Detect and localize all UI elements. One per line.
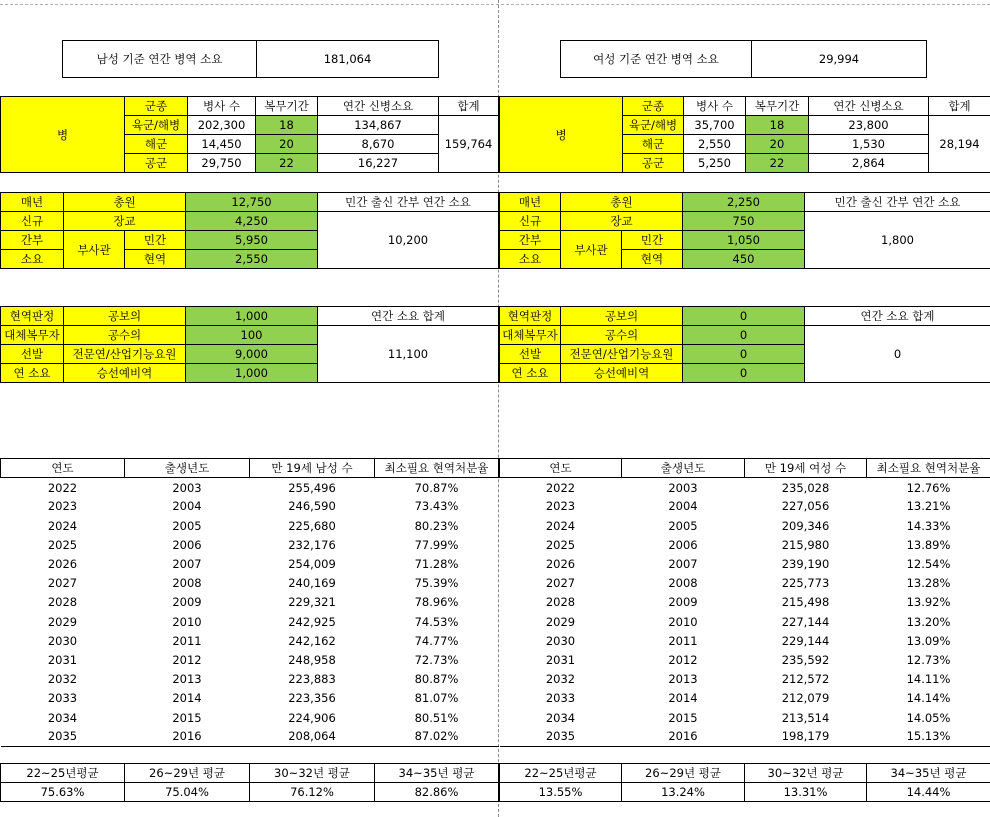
count-cell: 248,958 xyxy=(288,652,336,667)
header-total: 합계 xyxy=(929,97,990,116)
officer-side-label: 신규 xyxy=(500,212,561,231)
male-yearly-table xyxy=(0,458,499,747)
count-cell: 232,176 xyxy=(288,537,336,552)
alt-value: 0 xyxy=(683,307,805,326)
table-row xyxy=(500,535,990,554)
year-cell: 2026 xyxy=(47,557,78,572)
birth-year-cell: 2014 xyxy=(172,691,202,706)
rate-cell: 80.51% xyxy=(414,710,459,725)
header-min-rate: 최소필요 현역처분율 xyxy=(375,459,499,478)
rate-cell: 14.14% xyxy=(906,691,951,706)
birth-year-cell: 2010 xyxy=(668,614,698,629)
branch-name: 해군 xyxy=(623,135,684,154)
alt-category: 전문연/산업기능요원 xyxy=(64,345,186,364)
birth-year-cell: 2012 xyxy=(172,652,202,667)
branch-name: 육군/해병 xyxy=(623,116,684,135)
year-cell: 2029 xyxy=(47,614,78,629)
table-row xyxy=(500,497,990,516)
rate-cell: 13.92% xyxy=(906,595,951,610)
active-label: 현역 xyxy=(622,250,683,269)
officer-side-label: 신규 xyxy=(1,212,64,231)
soldier-total: 159,764 xyxy=(439,116,499,173)
rate-cell: 13.28% xyxy=(906,576,951,591)
officer-total-value: 12,750 xyxy=(186,193,318,212)
officer-side-label: 소요 xyxy=(1,250,64,269)
header-year: 연도 xyxy=(500,459,622,478)
avg-value: 76.12% xyxy=(250,783,375,802)
table-row xyxy=(500,727,990,746)
year-cell: 2024 xyxy=(545,518,576,533)
year-cell: 2032 xyxy=(545,672,576,687)
female-alternative-table xyxy=(499,306,990,383)
officer-label: 장교 xyxy=(64,212,186,231)
header-year: 연도 xyxy=(1,459,125,478)
service-period: 18 xyxy=(256,116,318,135)
avg-header: 26~29년 평균 xyxy=(622,764,745,783)
table-row xyxy=(1,708,499,727)
rate-cell: 87.02% xyxy=(375,727,499,746)
branch-name: 공군 xyxy=(125,154,188,173)
rate-cell: 15.13% xyxy=(867,727,990,746)
count-cell: 224,906 xyxy=(288,710,336,725)
table-row xyxy=(1,670,499,689)
year-cell: 2033 xyxy=(47,691,78,706)
alt-category: 공보의 xyxy=(64,307,186,326)
avg-header: 34~35년 평균 xyxy=(867,764,990,783)
service-period: 18 xyxy=(746,116,809,135)
count-cell: 254,009 xyxy=(288,557,336,572)
alt-category: 공보의 xyxy=(561,307,683,326)
rate-cell: 70.87% xyxy=(414,480,459,495)
year-cell: 2028 xyxy=(545,595,576,610)
alt-side-label: 현역판정 xyxy=(500,307,561,326)
avg-header: 30~32년 평균 xyxy=(250,764,375,783)
year-cell: 2026 xyxy=(545,557,576,572)
active-label: 현역 xyxy=(125,250,186,269)
male-summary-label: 남성 기준 연간 병역 소요 xyxy=(63,41,257,77)
header-service-period: 복무기간 xyxy=(746,97,809,116)
annual-recruits: 8,670 xyxy=(318,135,439,154)
alt-category: 공수의 xyxy=(561,326,683,345)
rate-cell: 71.28% xyxy=(414,557,459,572)
male-officer-table xyxy=(0,192,499,269)
female-yearly-table xyxy=(499,458,990,747)
table-row xyxy=(500,554,990,573)
alt-value: 0 xyxy=(683,345,805,364)
birth-year-cell: 2004 xyxy=(668,499,698,514)
rate-cell: 81.07% xyxy=(414,691,459,706)
avg-value: 75.63% xyxy=(1,783,125,802)
alt-category: 승선예비역 xyxy=(64,364,186,383)
table-row xyxy=(500,631,990,650)
count-cell: 213,514 xyxy=(781,710,830,725)
avg-value: 13.24% xyxy=(622,783,745,802)
count-cell: 215,980 xyxy=(781,537,830,552)
header-annual-recruits: 연간 신병소요 xyxy=(809,97,929,116)
table-row xyxy=(500,650,990,669)
officer-label: 장교 xyxy=(561,212,683,231)
year-cell: 2035 xyxy=(1,727,125,746)
female-officer-table xyxy=(499,192,990,269)
alt-side-label: 대체복무자 xyxy=(500,326,561,345)
count-cell: 246,590 xyxy=(288,499,336,514)
birth-year-cell: 2008 xyxy=(172,576,202,591)
alt-value: 0 xyxy=(683,364,805,383)
active-value: 450 xyxy=(683,250,805,269)
soldier-row-label: 병 xyxy=(1,97,125,173)
soldier-count: 202,300 xyxy=(188,116,256,135)
birth-year-cell: 2003 xyxy=(668,480,698,495)
birth-year-cell: 2014 xyxy=(668,691,698,706)
annual-recruits: 134,867 xyxy=(318,116,439,135)
header-soldier-count: 병사 수 xyxy=(188,97,256,116)
year-cell: 2035 xyxy=(500,727,622,746)
female-averages-table xyxy=(499,763,990,802)
male-soldier-table xyxy=(0,96,499,173)
year-cell: 2025 xyxy=(47,537,78,552)
count-cell: 235,592 xyxy=(781,652,830,667)
alt-side-label: 현역판정 xyxy=(1,307,64,326)
service-period: 22 xyxy=(746,154,809,173)
birth-year-cell: 2015 xyxy=(172,710,202,725)
count-cell: 227,144 xyxy=(781,614,830,629)
birth-year-cell: 2013 xyxy=(172,672,202,687)
birth-year-cell: 2009 xyxy=(668,595,698,610)
civil-annual-value: 1,800 xyxy=(805,212,990,269)
rate-cell: 78.96% xyxy=(414,595,459,610)
alt-category: 승선예비역 xyxy=(561,364,683,383)
civil-annual-value: 10,200 xyxy=(318,212,499,269)
table-row xyxy=(1,535,499,554)
table-row xyxy=(1,497,499,516)
birth-year-cell: 2016 xyxy=(622,727,745,746)
female-summary-label: 여성 기준 연간 병역 소요 xyxy=(561,41,752,77)
civil-label: 민간 xyxy=(622,231,683,250)
soldier-count: 35,700 xyxy=(684,116,746,135)
birth-year-cell: 2007 xyxy=(172,557,202,572)
count-cell: 212,079 xyxy=(781,691,830,706)
table-row xyxy=(500,689,990,708)
table-row xyxy=(500,593,990,612)
rate-cell: 77.99% xyxy=(414,537,459,552)
count-cell: 212,572 xyxy=(781,672,830,687)
female-summary-box xyxy=(560,40,927,78)
rate-cell: 13.20% xyxy=(906,614,951,629)
annual-recruits: 2,864 xyxy=(809,154,929,173)
header-total: 합계 xyxy=(439,97,499,116)
count-cell: 223,883 xyxy=(288,672,336,687)
avg-header: 22~25년평균 xyxy=(1,764,125,783)
count-cell: 255,496 xyxy=(288,480,336,495)
soldier-row-label: 병 xyxy=(500,97,623,173)
count-cell: 209,346 xyxy=(781,518,830,533)
count-cell: 240,169 xyxy=(288,576,336,591)
year-cell: 2030 xyxy=(47,633,78,648)
year-cell: 2031 xyxy=(47,652,78,667)
alt-total-value: 0 xyxy=(805,326,990,383)
year-cell: 2030 xyxy=(545,633,576,648)
civil-annual-header: 민간 출신 간부 연간 소요 xyxy=(318,193,499,212)
count-cell: 215,498 xyxy=(781,595,830,610)
soldier-count: 5,250 xyxy=(684,154,746,173)
count-cell: 242,162 xyxy=(288,633,336,648)
header-min-rate: 최소필요 현역처분율 xyxy=(867,459,990,478)
year-cell: 2023 xyxy=(47,499,78,514)
year-cell: 2031 xyxy=(545,652,576,667)
civil-label: 민간 xyxy=(125,231,186,250)
soldier-count: 2,550 xyxy=(684,135,746,154)
alt-value: 0 xyxy=(683,326,805,345)
active-value: 2,550 xyxy=(186,250,318,269)
header-soldier-count: 병사 수 xyxy=(684,97,746,116)
table-row xyxy=(500,670,990,689)
service-period: 20 xyxy=(256,135,318,154)
table-row xyxy=(1,574,499,593)
year-cell: 2034 xyxy=(545,710,576,725)
rate-cell: 80.23% xyxy=(414,518,459,533)
avg-value: 75.04% xyxy=(125,783,250,802)
count-cell: 239,190 xyxy=(781,557,830,572)
annual-recruits: 1,530 xyxy=(809,135,929,154)
avg-header: 22~25년평균 xyxy=(500,764,622,783)
rate-cell: 74.77% xyxy=(414,633,459,648)
year-cell: 2033 xyxy=(545,691,576,706)
officer-side-label: 간부 xyxy=(1,231,64,250)
count-cell: 227,056 xyxy=(781,499,830,514)
alt-value: 9,000 xyxy=(186,345,318,364)
avg-value: 82.86% xyxy=(375,783,499,802)
table-row xyxy=(1,650,499,669)
officer-side-label: 매년 xyxy=(500,193,561,212)
alt-side-label: 선발 xyxy=(1,345,64,364)
officer-total-label: 총원 xyxy=(64,193,186,212)
table-row xyxy=(1,593,499,612)
rate-cell: 12.73% xyxy=(906,652,951,667)
header-birth-year: 출생년도 xyxy=(622,459,745,478)
service-period: 22 xyxy=(256,154,318,173)
page-top-border xyxy=(0,4,990,5)
rate-cell: 13.89% xyxy=(906,537,951,552)
table-row xyxy=(500,708,990,727)
rate-cell: 12.76% xyxy=(906,480,951,495)
officer-total-label: 총원 xyxy=(561,193,683,212)
birth-year-cell: 2006 xyxy=(172,537,202,552)
header-birth-year: 출생년도 xyxy=(125,459,250,478)
rate-cell: 75.39% xyxy=(414,576,459,591)
birth-year-cell: 2013 xyxy=(668,672,698,687)
soldier-total: 28,194 xyxy=(929,116,990,173)
annual-recruits: 16,227 xyxy=(318,154,439,173)
birth-year-cell: 2003 xyxy=(172,480,202,495)
avg-header: 26~29년 평균 xyxy=(125,764,250,783)
rate-cell: 13.21% xyxy=(906,499,951,514)
birth-year-cell: 2016 xyxy=(125,727,250,746)
nco-label: 부사관 xyxy=(64,231,125,269)
header-branch: 군종 xyxy=(623,97,684,116)
table-row xyxy=(1,689,499,708)
male-summary-box xyxy=(62,40,439,78)
rate-cell: 13.09% xyxy=(906,633,951,648)
header-male-count: 만 19세 남성 수 xyxy=(250,459,375,478)
avg-header: 34~35년 평균 xyxy=(375,764,499,783)
table-row xyxy=(1,554,499,573)
avg-header: 30~32년 평균 xyxy=(745,764,867,783)
officer-value: 750 xyxy=(683,212,805,231)
avg-value: 13.55% xyxy=(500,783,622,802)
birth-year-cell: 2015 xyxy=(668,710,698,725)
table-row xyxy=(1,727,499,746)
header-female-count: 만 19세 여성 수 xyxy=(745,459,867,478)
female-summary-value: 29,994 xyxy=(818,52,860,66)
birth-year-cell: 2006 xyxy=(668,537,698,552)
birth-year-cell: 2011 xyxy=(668,633,698,648)
count-cell: 208,064 xyxy=(250,727,375,746)
count-cell: 198,179 xyxy=(745,727,867,746)
birth-year-cell: 2012 xyxy=(668,652,698,667)
birth-year-cell: 2011 xyxy=(172,633,202,648)
rate-cell: 74.53% xyxy=(414,614,459,629)
birth-year-cell: 2005 xyxy=(172,518,202,533)
alt-category: 전문연/산업기능요원 xyxy=(561,345,683,364)
header-service-period: 복무기간 xyxy=(256,97,318,116)
alt-value: 1,000 xyxy=(186,307,318,326)
count-cell: 225,680 xyxy=(288,518,336,533)
officer-total-value: 2,250 xyxy=(683,193,805,212)
header-annual-recruits: 연간 신병소요 xyxy=(318,97,439,116)
year-cell: 2025 xyxy=(545,537,576,552)
birth-year-cell: 2004 xyxy=(172,499,202,514)
soldier-count: 14,450 xyxy=(188,135,256,154)
service-period: 20 xyxy=(746,135,809,154)
alt-category: 공수의 xyxy=(64,326,186,345)
alt-value: 1,000 xyxy=(186,364,318,383)
branch-name: 해군 xyxy=(125,135,188,154)
year-cell: 2028 xyxy=(47,595,78,610)
avg-value: 13.31% xyxy=(745,783,867,802)
table-row xyxy=(500,574,990,593)
rate-cell: 14.05% xyxy=(906,710,951,725)
birth-year-cell: 2007 xyxy=(668,557,698,572)
annual-recruits: 23,800 xyxy=(809,116,929,135)
birth-year-cell: 2005 xyxy=(668,518,698,533)
officer-side-label: 간부 xyxy=(500,231,561,250)
birth-year-cell: 2010 xyxy=(172,614,202,629)
year-cell: 2034 xyxy=(47,710,78,725)
officer-value: 4,250 xyxy=(186,212,318,231)
year-cell: 2023 xyxy=(545,499,576,514)
civil-annual-header: 민간 출신 간부 연간 소요 xyxy=(805,193,990,212)
year-cell: 2032 xyxy=(47,672,78,687)
branch-name: 육군/해병 xyxy=(125,116,188,135)
birth-year-cell: 2008 xyxy=(668,576,698,591)
rate-cell: 14.33% xyxy=(906,518,951,533)
alt-value: 100 xyxy=(186,326,318,345)
count-cell: 223,356 xyxy=(288,691,336,706)
year-cell: 2027 xyxy=(47,576,78,591)
soldier-count: 29,750 xyxy=(188,154,256,173)
rate-cell: 12.54% xyxy=(906,557,951,572)
table-row xyxy=(1,516,499,535)
birth-year-cell: 2009 xyxy=(172,595,202,610)
alt-side-label: 대체복무자 xyxy=(1,326,64,345)
year-cell: 2024 xyxy=(47,518,78,533)
male-averages-table xyxy=(0,763,499,802)
male-alternative-table xyxy=(0,306,499,383)
nco-label: 부사관 xyxy=(561,231,622,269)
alt-side-label: 연 소요 xyxy=(1,364,64,383)
table-row xyxy=(1,478,499,497)
year-cell: 2022 xyxy=(545,480,576,495)
count-cell: 225,773 xyxy=(781,576,830,591)
rate-cell: 72.73% xyxy=(414,652,459,667)
table-row xyxy=(500,516,990,535)
count-cell: 235,028 xyxy=(781,480,830,495)
officer-side-label: 소요 xyxy=(500,250,561,269)
count-cell: 242,925 xyxy=(288,614,336,629)
table-row xyxy=(1,612,499,631)
female-soldier-table xyxy=(499,96,990,173)
rate-cell: 80.87% xyxy=(414,672,459,687)
avg-value: 14.44% xyxy=(867,783,990,802)
year-cell: 2029 xyxy=(545,614,576,629)
table-row xyxy=(500,478,990,497)
count-cell: 229,144 xyxy=(781,633,830,648)
rate-cell: 73.43% xyxy=(414,499,459,514)
table-row xyxy=(500,612,990,631)
count-cell: 229,321 xyxy=(288,595,336,610)
table-row xyxy=(1,631,499,650)
branch-name: 공군 xyxy=(623,154,684,173)
civil-value: 1,050 xyxy=(683,231,805,250)
officer-side-label: 매년 xyxy=(1,193,64,212)
header-branch: 군종 xyxy=(125,97,188,116)
civil-value: 5,950 xyxy=(186,231,318,250)
alt-total-header: 연간 소요 합계 xyxy=(805,307,990,326)
year-cell: 2022 xyxy=(47,480,78,495)
year-cell: 2027 xyxy=(545,576,576,591)
alt-side-label: 연 소요 xyxy=(500,364,561,383)
alt-side-label: 선발 xyxy=(500,345,561,364)
rate-cell: 14.11% xyxy=(906,672,951,687)
alt-total-header: 연간 소요 합계 xyxy=(318,307,499,326)
male-summary-value: 181,064 xyxy=(323,52,372,66)
alt-total-value: 11,100 xyxy=(318,326,499,383)
